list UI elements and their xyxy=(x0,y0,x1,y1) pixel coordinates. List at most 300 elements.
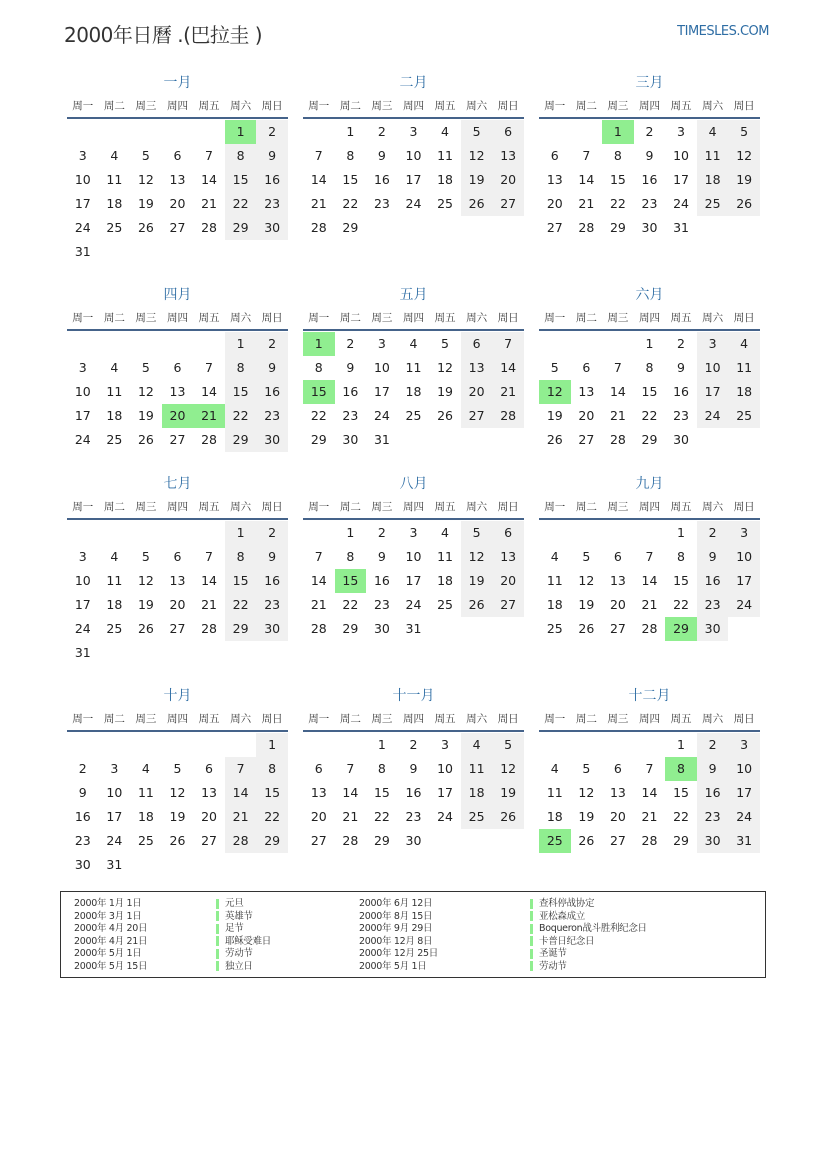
weekday-header xyxy=(303,496,524,520)
empty-cell xyxy=(602,733,634,757)
day-cell: 6 xyxy=(613,761,622,776)
legend-date: 2000年 5月 15日 xyxy=(74,960,148,972)
legend-date: 2000年 3月 1日 xyxy=(74,910,142,922)
day-cell: 23 xyxy=(373,597,390,612)
day-cell: 10 xyxy=(697,356,729,380)
legend-holiday-text: 卡普日纪念日 xyxy=(539,935,595,947)
weekday-label: 周四 xyxy=(638,501,660,513)
day-cell: 25 xyxy=(546,621,563,636)
day-cell: 26 xyxy=(437,408,453,423)
empty-cell xyxy=(99,332,131,356)
weekday-label: 周四 xyxy=(638,312,660,324)
weekday-header xyxy=(67,307,288,331)
day-cell: 24 xyxy=(405,597,422,612)
day-cell: 11 xyxy=(546,573,563,588)
day-cell: 3 xyxy=(377,336,386,351)
empty-cell xyxy=(162,332,194,356)
weekday-label: 周日 xyxy=(497,100,519,112)
legend-date: 2000年 5月 1日 xyxy=(74,948,142,960)
weekday-header xyxy=(303,95,524,119)
weekday-label: 周三 xyxy=(371,501,393,513)
day-cell: 13 xyxy=(578,384,595,399)
weekday-label: 周日 xyxy=(497,713,519,725)
day-cell: 1 xyxy=(346,124,355,139)
day-cell: 10 xyxy=(373,360,390,375)
day-cell: 31 xyxy=(405,621,422,636)
holiday-day-cell: 25 xyxy=(539,829,571,853)
legend-holiday-name xyxy=(530,923,647,936)
day-cell: 10 xyxy=(673,148,689,163)
day-grid xyxy=(67,733,288,877)
day-cell: 11 xyxy=(697,144,729,168)
day-cell: 13 xyxy=(169,384,186,399)
day-cell: 28 xyxy=(310,621,327,636)
day-cell: 31 xyxy=(673,220,689,235)
day-cell: 6 xyxy=(173,549,182,564)
day-cell: 5 xyxy=(461,120,493,144)
day-cell: 13 xyxy=(546,172,563,187)
empty-cell xyxy=(225,733,257,757)
day-cell: 7 xyxy=(205,549,213,564)
day-cell: 23 xyxy=(256,593,288,617)
day-cell: 11 xyxy=(437,549,453,564)
day-cell: 6 xyxy=(492,120,524,144)
day-cell: 6 xyxy=(461,332,493,356)
day-cell: 20 xyxy=(609,809,626,824)
day-cell: 7 xyxy=(225,757,257,781)
empty-cell xyxy=(67,733,99,757)
holiday-marker xyxy=(530,961,533,971)
day-cell: 18 xyxy=(106,597,123,612)
legend-date: 2000年 12月 25日 xyxy=(359,948,438,960)
day-cell: 2 xyxy=(677,336,685,351)
holiday-marker xyxy=(216,899,219,909)
empty-cell xyxy=(634,521,666,545)
day-cell: 5 xyxy=(582,549,591,564)
day-cell: 16 xyxy=(256,380,288,404)
day-cell: 18 xyxy=(437,172,453,187)
day-cell: 28 xyxy=(609,432,626,447)
day-cell: 24 xyxy=(437,809,453,824)
month-name: 三月 xyxy=(635,75,664,91)
day-cell: 8 xyxy=(346,549,355,564)
legend-date: 2000年 8月 15日 xyxy=(359,910,433,922)
day-cell: 30 xyxy=(641,220,658,235)
weekday-label: 周一 xyxy=(308,501,330,513)
legend-holiday-name xyxy=(530,898,647,911)
day-cell: 11 xyxy=(728,356,760,380)
day-cell: 15 xyxy=(373,785,390,800)
day-cell: 12 xyxy=(137,172,154,187)
day-cell: 1 xyxy=(225,332,257,356)
weekday-label: 周五 xyxy=(434,100,456,112)
day-cell: 28 xyxy=(310,220,327,235)
day-cell: 29 xyxy=(342,220,359,235)
month-name: 八月 xyxy=(399,476,428,492)
empty-cell xyxy=(539,733,571,757)
weekday-label: 周二 xyxy=(575,501,597,513)
weekday-label: 周二 xyxy=(103,312,125,324)
holiday-day-cell: 1 xyxy=(225,120,257,144)
day-cell: 28 xyxy=(201,621,217,636)
day-cell: 26 xyxy=(461,593,493,617)
day-cell: 17 xyxy=(373,384,390,399)
day-cell: 18 xyxy=(697,168,729,192)
month-block xyxy=(303,71,524,240)
day-cell: 2 xyxy=(346,336,355,351)
day-cell: 13 xyxy=(169,573,186,588)
day-cell: 27 xyxy=(169,621,186,636)
day-cell: 30 xyxy=(256,617,288,641)
day-grid xyxy=(67,332,288,452)
day-cell: 28 xyxy=(201,432,217,447)
day-cell: 4 xyxy=(409,336,418,351)
day-cell: 16 xyxy=(373,172,390,187)
day-grid xyxy=(539,120,760,240)
day-cell: 29 xyxy=(256,829,288,853)
weekday-header xyxy=(67,95,288,119)
day-cell: 1 xyxy=(677,525,685,540)
weekday-label: 周三 xyxy=(607,312,629,324)
weekday-label: 周四 xyxy=(402,713,424,725)
day-cell: 28 xyxy=(578,220,595,235)
day-grid xyxy=(539,332,760,452)
empty-cell xyxy=(602,332,634,356)
day-cell: 14 xyxy=(201,573,217,588)
day-cell: 2 xyxy=(256,120,288,144)
day-cell: 2 xyxy=(697,521,729,545)
month-block xyxy=(303,472,524,641)
day-cell: 29 xyxy=(609,220,626,235)
page-title: 2000年日曆 .(巴拉圭 ) xyxy=(64,23,263,47)
day-cell: 4 xyxy=(110,148,119,163)
month-name: 十月 xyxy=(163,688,192,704)
weekday-label: 周五 xyxy=(670,501,692,513)
day-cell: 9 xyxy=(645,148,654,163)
weekday-label: 周二 xyxy=(103,100,125,112)
holiday-day-cell: 1 xyxy=(602,120,634,144)
day-cell: 25 xyxy=(697,192,729,216)
day-cell: 28 xyxy=(492,404,524,428)
legend-date: 2000年 4月 21日 xyxy=(74,935,148,947)
weekday-label: 周一 xyxy=(72,312,94,324)
holiday-marker xyxy=(216,936,219,946)
weekday-label: 周一 xyxy=(544,312,566,324)
weekday-label: 周日 xyxy=(733,501,755,513)
day-grid xyxy=(303,521,524,641)
day-cell: 4 xyxy=(697,120,729,144)
day-cell: 10 xyxy=(74,172,91,187)
day-grid xyxy=(303,733,524,853)
day-cell: 18 xyxy=(546,809,563,824)
holiday-marker xyxy=(216,924,219,934)
day-cell: 22 xyxy=(373,809,390,824)
legend-holiday-name xyxy=(216,911,271,924)
day-cell: 25 xyxy=(728,404,760,428)
holiday-marker xyxy=(530,949,533,959)
legend-holiday-text: 足节 xyxy=(225,923,244,935)
weekday-header xyxy=(303,307,524,331)
day-cell: 18 xyxy=(106,408,123,423)
weekday-label: 周六 xyxy=(466,100,488,112)
weekday-label: 周五 xyxy=(434,312,456,324)
day-cell: 12 xyxy=(169,785,186,800)
day-cell: 7 xyxy=(492,332,524,356)
day-cell: 17 xyxy=(673,172,689,187)
weekday-label: 周三 xyxy=(371,312,393,324)
weekday-label: 周四 xyxy=(166,312,188,324)
day-cell: 17 xyxy=(106,809,123,824)
weekday-label: 周四 xyxy=(166,713,188,725)
weekday-label: 周六 xyxy=(466,501,488,513)
weekday-label: 周六 xyxy=(702,501,724,513)
day-cell: 25 xyxy=(106,621,123,636)
legend-holiday-text: 英雄节 xyxy=(225,910,253,922)
brand-link[interactable]: TIMESLES.COM xyxy=(677,24,769,39)
weekday-label: 周二 xyxy=(103,501,125,513)
empty-cell xyxy=(162,733,194,757)
legend-holiday-text: 查科停战协定 xyxy=(539,898,595,909)
day-cell: 22 xyxy=(225,192,257,216)
day-cell: 17 xyxy=(405,172,422,187)
month-name: 五月 xyxy=(399,287,428,303)
legend-right-dates xyxy=(359,898,438,974)
day-grid xyxy=(539,521,760,641)
day-cell: 21 xyxy=(310,597,327,612)
day-cell: 16 xyxy=(405,785,422,800)
day-cell: 4 xyxy=(141,761,150,776)
holiday-marker xyxy=(530,911,533,921)
legend-holiday-name xyxy=(216,923,271,936)
day-cell: 21 xyxy=(641,597,658,612)
month-block xyxy=(67,283,288,452)
day-cell: 24 xyxy=(728,805,760,829)
empty-cell xyxy=(634,733,666,757)
weekday-label: 周五 xyxy=(434,713,456,725)
day-cell: 8 xyxy=(377,761,386,776)
day-cell: 30 xyxy=(74,857,91,872)
day-cell: 14 xyxy=(201,172,217,187)
empty-cell xyxy=(193,733,225,757)
day-cell: 3 xyxy=(677,124,685,139)
day-cell: 20 xyxy=(169,196,186,211)
day-cell: 30 xyxy=(342,432,359,447)
day-cell: 15 xyxy=(673,785,689,800)
empty-cell xyxy=(130,120,162,144)
day-cell: 8 xyxy=(346,148,355,163)
month-name: 六月 xyxy=(635,287,664,303)
holiday-day-cell: 15 xyxy=(335,569,367,593)
day-cell: 2 xyxy=(377,124,386,139)
day-cell: 28 xyxy=(225,829,257,853)
day-cell: 30 xyxy=(673,432,689,447)
month-name: 四月 xyxy=(163,287,192,303)
day-cell: 17 xyxy=(74,196,91,211)
day-cell: 4 xyxy=(461,733,493,757)
day-cell: 23 xyxy=(74,833,91,848)
day-cell: 26 xyxy=(461,192,493,216)
weekday-label: 周一 xyxy=(72,501,94,513)
day-cell: 20 xyxy=(461,380,493,404)
day-cell: 14 xyxy=(201,384,217,399)
day-cell: 20 xyxy=(169,597,186,612)
day-cell: 9 xyxy=(377,148,386,163)
weekday-label: 周日 xyxy=(733,100,755,112)
day-cell: 8 xyxy=(677,549,685,564)
day-cell: 25 xyxy=(405,408,422,423)
day-cell: 10 xyxy=(74,384,91,399)
day-cell: 23 xyxy=(342,408,359,423)
day-cell: 4 xyxy=(728,332,760,356)
legend-holiday-text: 亚松森成立 xyxy=(539,910,586,922)
day-cell: 27 xyxy=(310,833,327,848)
weekday-label: 周二 xyxy=(339,312,361,324)
legend-holiday-name xyxy=(530,911,647,924)
day-cell: 17 xyxy=(697,380,729,404)
day-cell: 2 xyxy=(377,525,386,540)
weekday-label: 周二 xyxy=(339,501,361,513)
legend-holiday-text: 独立日 xyxy=(225,960,253,972)
weekday-label: 周四 xyxy=(638,100,660,112)
day-cell: 14 xyxy=(310,573,327,588)
day-cell: 18 xyxy=(461,781,493,805)
legend-holiday-name xyxy=(216,936,271,949)
month-name: 九月 xyxy=(635,476,664,492)
weekday-label: 周六 xyxy=(702,713,724,725)
day-cell: 29 xyxy=(342,621,359,636)
day-cell: 31 xyxy=(106,857,123,872)
holiday-legend xyxy=(60,891,766,978)
month-name: 七月 xyxy=(163,476,192,492)
day-cell: 27 xyxy=(492,593,524,617)
holiday-day-cell: 1 xyxy=(303,332,335,356)
legend-date: 2000年 6月 12日 xyxy=(359,898,433,909)
day-cell: 16 xyxy=(697,781,729,805)
legend-left-dates xyxy=(74,898,147,974)
weekday-label: 周三 xyxy=(371,100,393,112)
day-cell: 21 xyxy=(310,196,327,211)
day-cell: 5 xyxy=(461,521,493,545)
weekday-header xyxy=(67,496,288,520)
day-cell: 22 xyxy=(225,593,257,617)
month-name: 十二月 xyxy=(628,688,671,704)
empty-cell xyxy=(571,521,603,545)
legend-date: 2000年 5月 1日 xyxy=(359,960,427,972)
weekday-label: 周六 xyxy=(230,100,252,112)
weekday-label: 周二 xyxy=(103,713,125,725)
day-cell: 17 xyxy=(74,597,91,612)
day-cell: 7 xyxy=(613,360,622,375)
empty-cell xyxy=(303,733,335,757)
day-cell: 10 xyxy=(405,148,422,163)
day-cell: 13 xyxy=(310,785,327,800)
month-block xyxy=(67,71,288,264)
day-cell: 8 xyxy=(645,360,654,375)
weekday-header xyxy=(539,307,760,331)
day-cell: 2 xyxy=(645,124,654,139)
day-cell: 16 xyxy=(342,384,359,399)
legend-holiday-text: 劳动节 xyxy=(225,948,253,960)
day-cell: 9 xyxy=(78,785,87,800)
day-cell: 3 xyxy=(78,549,87,564)
day-cell: 29 xyxy=(673,833,689,848)
day-cell: 21 xyxy=(492,380,524,404)
day-cell: 4 xyxy=(550,549,559,564)
day-cell: 24 xyxy=(106,833,123,848)
day-cell: 23 xyxy=(697,593,729,617)
weekday-label: 周六 xyxy=(230,312,252,324)
day-cell: 28 xyxy=(342,833,359,848)
day-cell: 6 xyxy=(314,761,323,776)
day-cell: 7 xyxy=(205,360,213,375)
day-cell: 6 xyxy=(205,761,213,776)
day-cell: 18 xyxy=(405,384,422,399)
day-cell: 1 xyxy=(346,525,355,540)
day-cell: 3 xyxy=(110,761,119,776)
weekday-label: 周一 xyxy=(308,100,330,112)
day-cell: 22 xyxy=(641,408,658,423)
month-block xyxy=(67,472,288,665)
day-cell: 9 xyxy=(697,545,729,569)
day-cell: 31 xyxy=(373,432,390,447)
holiday-marker xyxy=(530,936,533,946)
day-cell: 27 xyxy=(492,192,524,216)
day-cell: 22 xyxy=(673,597,689,612)
day-cell: 25 xyxy=(437,196,453,211)
day-cell: 14 xyxy=(225,781,257,805)
day-cell: 10 xyxy=(728,545,760,569)
weekday-label: 周三 xyxy=(607,501,629,513)
legend-date: 2000年 9月 29日 xyxy=(359,923,433,935)
day-cell: 24 xyxy=(728,593,760,617)
month-block xyxy=(303,283,524,452)
legend-holiday-text: 劳动节 xyxy=(539,960,567,972)
day-cell: 16 xyxy=(673,384,689,399)
day-cell: 15 xyxy=(641,384,658,399)
day-cell: 29 xyxy=(225,617,257,641)
day-cell: 7 xyxy=(314,549,323,564)
day-cell: 5 xyxy=(441,336,449,351)
weekday-label: 周五 xyxy=(198,713,220,725)
day-cell: 12 xyxy=(137,573,154,588)
day-cell: 3 xyxy=(697,332,729,356)
legend-holiday-text: 元旦 xyxy=(225,898,244,909)
legend-date: 2000年 12月 8日 xyxy=(359,935,433,947)
empty-cell xyxy=(162,120,194,144)
day-cell: 3 xyxy=(728,733,760,757)
day-cell: 25 xyxy=(106,220,123,235)
day-grid xyxy=(303,332,524,452)
holiday-day-cell: 8 xyxy=(665,757,697,781)
day-cell: 9 xyxy=(256,144,288,168)
day-cell: 8 xyxy=(314,360,323,375)
weekday-label: 周四 xyxy=(402,312,424,324)
day-cell: 16 xyxy=(256,168,288,192)
day-cell: 17 xyxy=(437,785,453,800)
day-cell: 23 xyxy=(256,404,288,428)
day-cell: 16 xyxy=(256,569,288,593)
holiday-day-cell: 21 xyxy=(193,404,225,428)
day-cell: 7 xyxy=(645,761,654,776)
day-cell: 22 xyxy=(609,196,626,211)
day-cell: 11 xyxy=(546,785,563,800)
day-cell: 29 xyxy=(225,428,257,452)
empty-cell xyxy=(99,733,131,757)
weekday-header xyxy=(539,708,760,732)
day-cell: 17 xyxy=(728,569,760,593)
weekday-label: 周日 xyxy=(497,501,519,513)
day-cell: 22 xyxy=(673,809,689,824)
